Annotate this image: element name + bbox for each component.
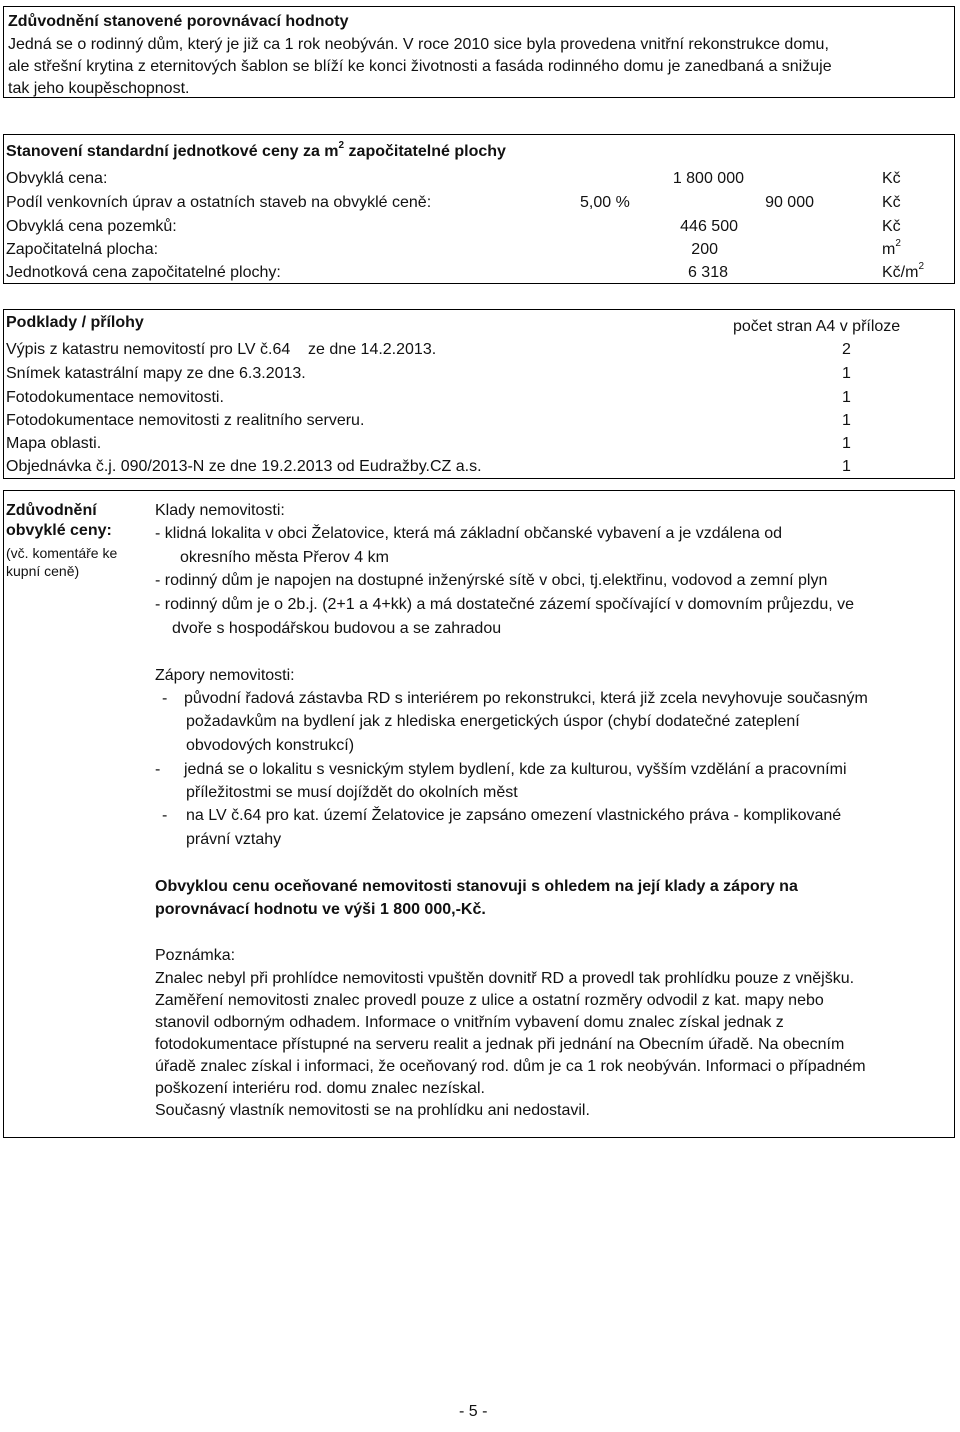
cons-item: požadavkům na bydlení jak z hlediska energetických úspor (chybí dodatečné zateplení — [186, 713, 800, 730]
row-value: 6 318 — [687, 264, 728, 281]
unit-price-title-text: Stanovení standardní jednotkové ceny za m — [6, 143, 339, 160]
section-text-line: Jedná se o rodinný dům, který je již ca 1 rok neobýván. V roce 2010 sice byla provedena vnitřní rekonstrukce domu, — [8, 36, 829, 53]
row-label: Jednotková cena započitatelné plochy: — [6, 264, 281, 281]
row-value: 446 500 — [680, 218, 738, 235]
attachments-pages-header: počet stran A4 v příloze — [733, 318, 901, 335]
attachment-name: Snímek katastrální mapy ze dne 6.3.2013. — [6, 365, 306, 382]
pros-title: Klady nemovitosti: — [155, 502, 285, 519]
section-title: Zdůvodnění stanovené porovnávací hodnoty — [8, 13, 349, 30]
note-line: stanovil odborným odhadem. Informace o vnitřním vybavení domu znalec získal jednak z — [155, 1014, 784, 1031]
attachment-pages: 1 — [842, 435, 851, 452]
row-unit: $Kč/m^2$ — [882, 260, 925, 281]
note-line: poškození interiéru rod. domu znalec nezískal. — [155, 1080, 485, 1097]
conclusion-line: Obvyklou cenu oceňované nemovitosti stanovuji s ohledem na její klady a zápory na — [155, 878, 798, 895]
attachment-pages: 1 — [842, 389, 851, 406]
row-label: Obvyklá cena: — [6, 170, 108, 187]
attachment-name: Mapa oblasti. — [6, 435, 102, 452]
note-line: fotodokumentace přístupné na serveru realit a jednak při jednání na Obecním úřadě. Na obecním — [155, 1036, 845, 1053]
attachment-pages: 1 — [842, 412, 851, 429]
cons-item: právní vztahy — [186, 831, 282, 848]
side-title: Zdůvodnění — [6, 502, 97, 519]
unit-price-title-sup: 2 — [338, 139, 345, 151]
side-note: (vč. komentáře ke — [6, 545, 118, 561]
row-unit: Kč — [882, 218, 901, 235]
row-label: Obvyklá cena pozemků: — [6, 218, 177, 235]
cons-item: obvodových konstrukcí) — [186, 737, 355, 754]
side-note: kupní ceně) — [6, 563, 80, 579]
attachment-name: Výpis z katastru nemovitostí pro LV č.64 ze dne 14.2.2013. — [6, 341, 437, 358]
attachment-pages: 1 — [842, 458, 851, 475]
cons-dash: - — [155, 761, 161, 778]
attachment-name: Fotodokumentace nemovitosti z realitního serveru. — [6, 412, 365, 429]
cons-item: původní řadová zástavba RD s interiérem po rekonstrukci, která již zcela nevyhovuje současným — [184, 690, 868, 707]
justification-box-bottom — [3, 1137, 955, 1138]
note-title: Poznámka: — [155, 947, 236, 964]
cons-dash: - — [162, 807, 168, 824]
attachment-name: Objednávka č.j. 090/2013-N ze dne 19.2.2013 od Eudražby.CZ a.s. — [6, 458, 482, 475]
conclusion-line: porovnávací hodnotu ve výši 1 800 000,-Kč. — [155, 901, 486, 918]
row-unit: $m^2$ — [882, 237, 901, 258]
row-label: Podíl venkovních úprav a ostatních staveb na obvyklé ceně: — [6, 194, 432, 211]
row-value: 200 — [691, 241, 718, 258]
cons-item: příležitostmi se musí dojíždět do okolních měst — [186, 784, 518, 801]
cons-title: Zápory nemovitosti: — [155, 667, 295, 684]
unit-price-title-end: započitatelné plochy — [344, 143, 506, 160]
pros-item: - rodinný dům je o 2b.j. (2+1 a 4+kk) a má dostatečné zázemí spočívající v domovním průjezdu, ve — [155, 596, 855, 613]
note-line: Zaměření nemovitosti znalec provedl pouze z ulice a ostatní rozměry odvodil z kat. mapy nebo — [155, 992, 824, 1009]
note-line: Současný vlastník nemovitosti se na prohlídku ani nedostavil. — [155, 1102, 590, 1119]
cons-item: na LV č.64 pro kat. území Želatovice je zapsáno omezení vlastnického práva - komplikované — [186, 807, 842, 824]
pros-item: - klidná lokalita v obci Želatovice, která má základní občanské vybavení a je vzdálena od — [155, 525, 783, 542]
row-label: Započitatelná plocha: — [6, 241, 159, 258]
unit-price-title — [6, 139, 506, 162]
pros-item: dvoře s hospodářskou budovou a se zahradou — [172, 620, 502, 637]
section-text-line: tak jeho koupěschopnost. — [8, 80, 190, 97]
row-unit: Kč — [882, 194, 901, 211]
cons-item: jedná se o lokalitu s vesnickým stylem bydlení, kde za kulturou, vyšším vzdělání a pracovními — [184, 761, 847, 778]
cons-dash: - — [162, 690, 168, 707]
row-value: 90 000 — [765, 194, 814, 211]
pros-item: okresního města Přerov 4 km — [180, 549, 389, 566]
attachments-title: Podklady / přílohy — [6, 314, 144, 331]
section-text-line: ale střešní krytina z eternitových šablon se blíží ke konci životnosti a fasáda rodinného domu je zanedbaná a snižuje — [8, 58, 832, 75]
attachment-name: Fotodokumentace nemovitosti. — [6, 389, 224, 406]
note-line: úřadě znalec získal i informaci, že oceňovaný rod. dům je ca 1 rok neobýván. Informaci o případném — [155, 1058, 866, 1075]
page-number: - 5 - — [459, 1403, 488, 1420]
pros-item: - rodinný dům je napojen na dostupné inženýrské sítě v obci, tj.elektřinu, vodovod a zemní plyn — [155, 572, 828, 589]
row-value: 1 800 000 — [672, 170, 744, 187]
attachment-pages: 1 — [842, 365, 851, 382]
row-unit: Kč — [882, 170, 901, 187]
row-percent: 5,00 % — [580, 194, 630, 211]
side-title: obvyklé ceny: — [6, 522, 112, 539]
note-line: Znalec nebyl při prohlídce nemovitosti vpuštěn dovnitř RD a provedl tak prohlídku pouze z vnějšku. — [155, 970, 855, 987]
attachment-pages: 2 — [842, 341, 851, 358]
